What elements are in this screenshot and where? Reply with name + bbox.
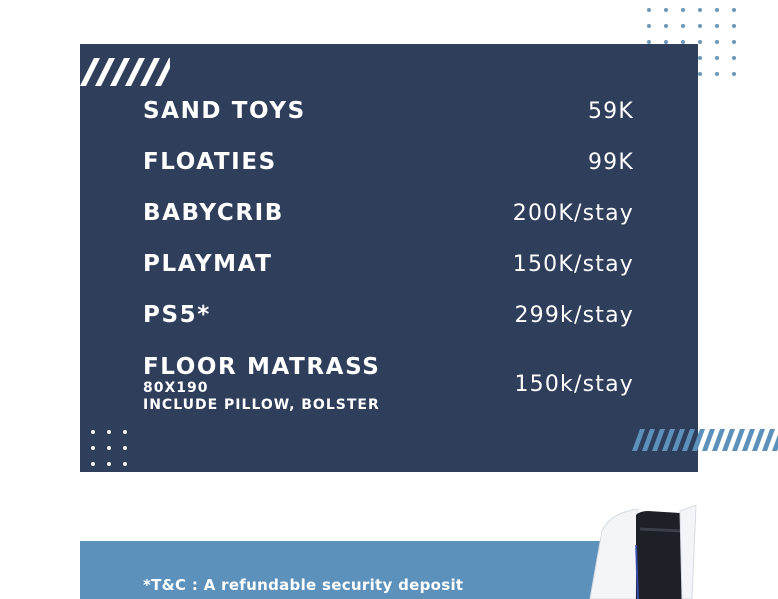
dot [91,462,95,466]
dot [107,462,111,466]
stripe [742,429,755,451]
dot [107,446,111,450]
terms-note: *T&C : A refundable security deposit [143,576,464,594]
item-price: 150K/stay [512,251,634,277]
stripe [632,429,645,451]
stripe [80,58,100,86]
dot [715,24,719,28]
item-price: 59K [587,98,634,124]
item-price: 299k/stay [514,302,634,328]
price-row [143,251,634,277]
stripe [642,429,655,451]
dot [698,40,702,44]
dot [123,462,127,466]
price-row [143,149,634,175]
dot [123,430,127,434]
stripe [712,429,725,451]
stripe [732,429,745,451]
dot [715,8,719,12]
dot [732,72,736,76]
stripe [662,429,675,451]
ps5-console-image [580,505,710,599]
dot-grid-icon [89,428,133,472]
price-row [143,200,634,226]
item-name: FLOOR MATRASS [143,354,381,380]
diagonal-stripes-icon [80,58,170,86]
dot [715,40,719,44]
dot [732,8,736,12]
dot [647,24,651,28]
diagonal-stripes-icon [632,429,778,451]
dot [681,8,685,12]
item-name: PLAYMAT [143,251,273,277]
stripe [652,429,665,451]
item-name: PS5* [143,302,211,328]
dot [698,24,702,28]
stripe [140,58,160,86]
dot [107,430,111,434]
stripe [722,429,735,451]
stripe [95,58,115,86]
dot [732,24,736,28]
item-name: SAND TOYS [143,98,306,124]
stripe [110,58,130,86]
stripe [702,429,715,451]
dot [698,8,702,12]
dot [123,446,127,450]
terms-banner [80,541,600,599]
item-name: FLOATIES [143,149,277,175]
item-price: 99K [587,149,634,175]
price-row [143,354,634,414]
dot [715,72,719,76]
item-detail: 80X190 [143,380,209,396]
stripe [682,429,695,451]
dot [715,56,719,60]
dot [698,72,702,76]
dot [732,56,736,60]
dot [91,430,95,434]
item-price: 200K/stay [512,200,634,226]
price-row [143,302,634,328]
dot [647,8,651,12]
rental-price-panel [80,44,698,472]
dot [664,8,668,12]
dot [732,40,736,44]
item-name-group [143,354,380,414]
item-price: 150k/stay [514,371,634,397]
dot [91,446,95,450]
dot [698,56,702,60]
dot [664,24,668,28]
dot [681,24,685,28]
stripe [692,429,705,451]
stripe [672,429,685,451]
stripe [125,58,145,86]
item-name: BABYCRIB [143,200,284,226]
item-detail: INCLUDE PILLOW, BOLSTER [143,397,380,413]
stripe [762,429,775,451]
price-row [143,98,634,124]
stripe [752,429,765,451]
